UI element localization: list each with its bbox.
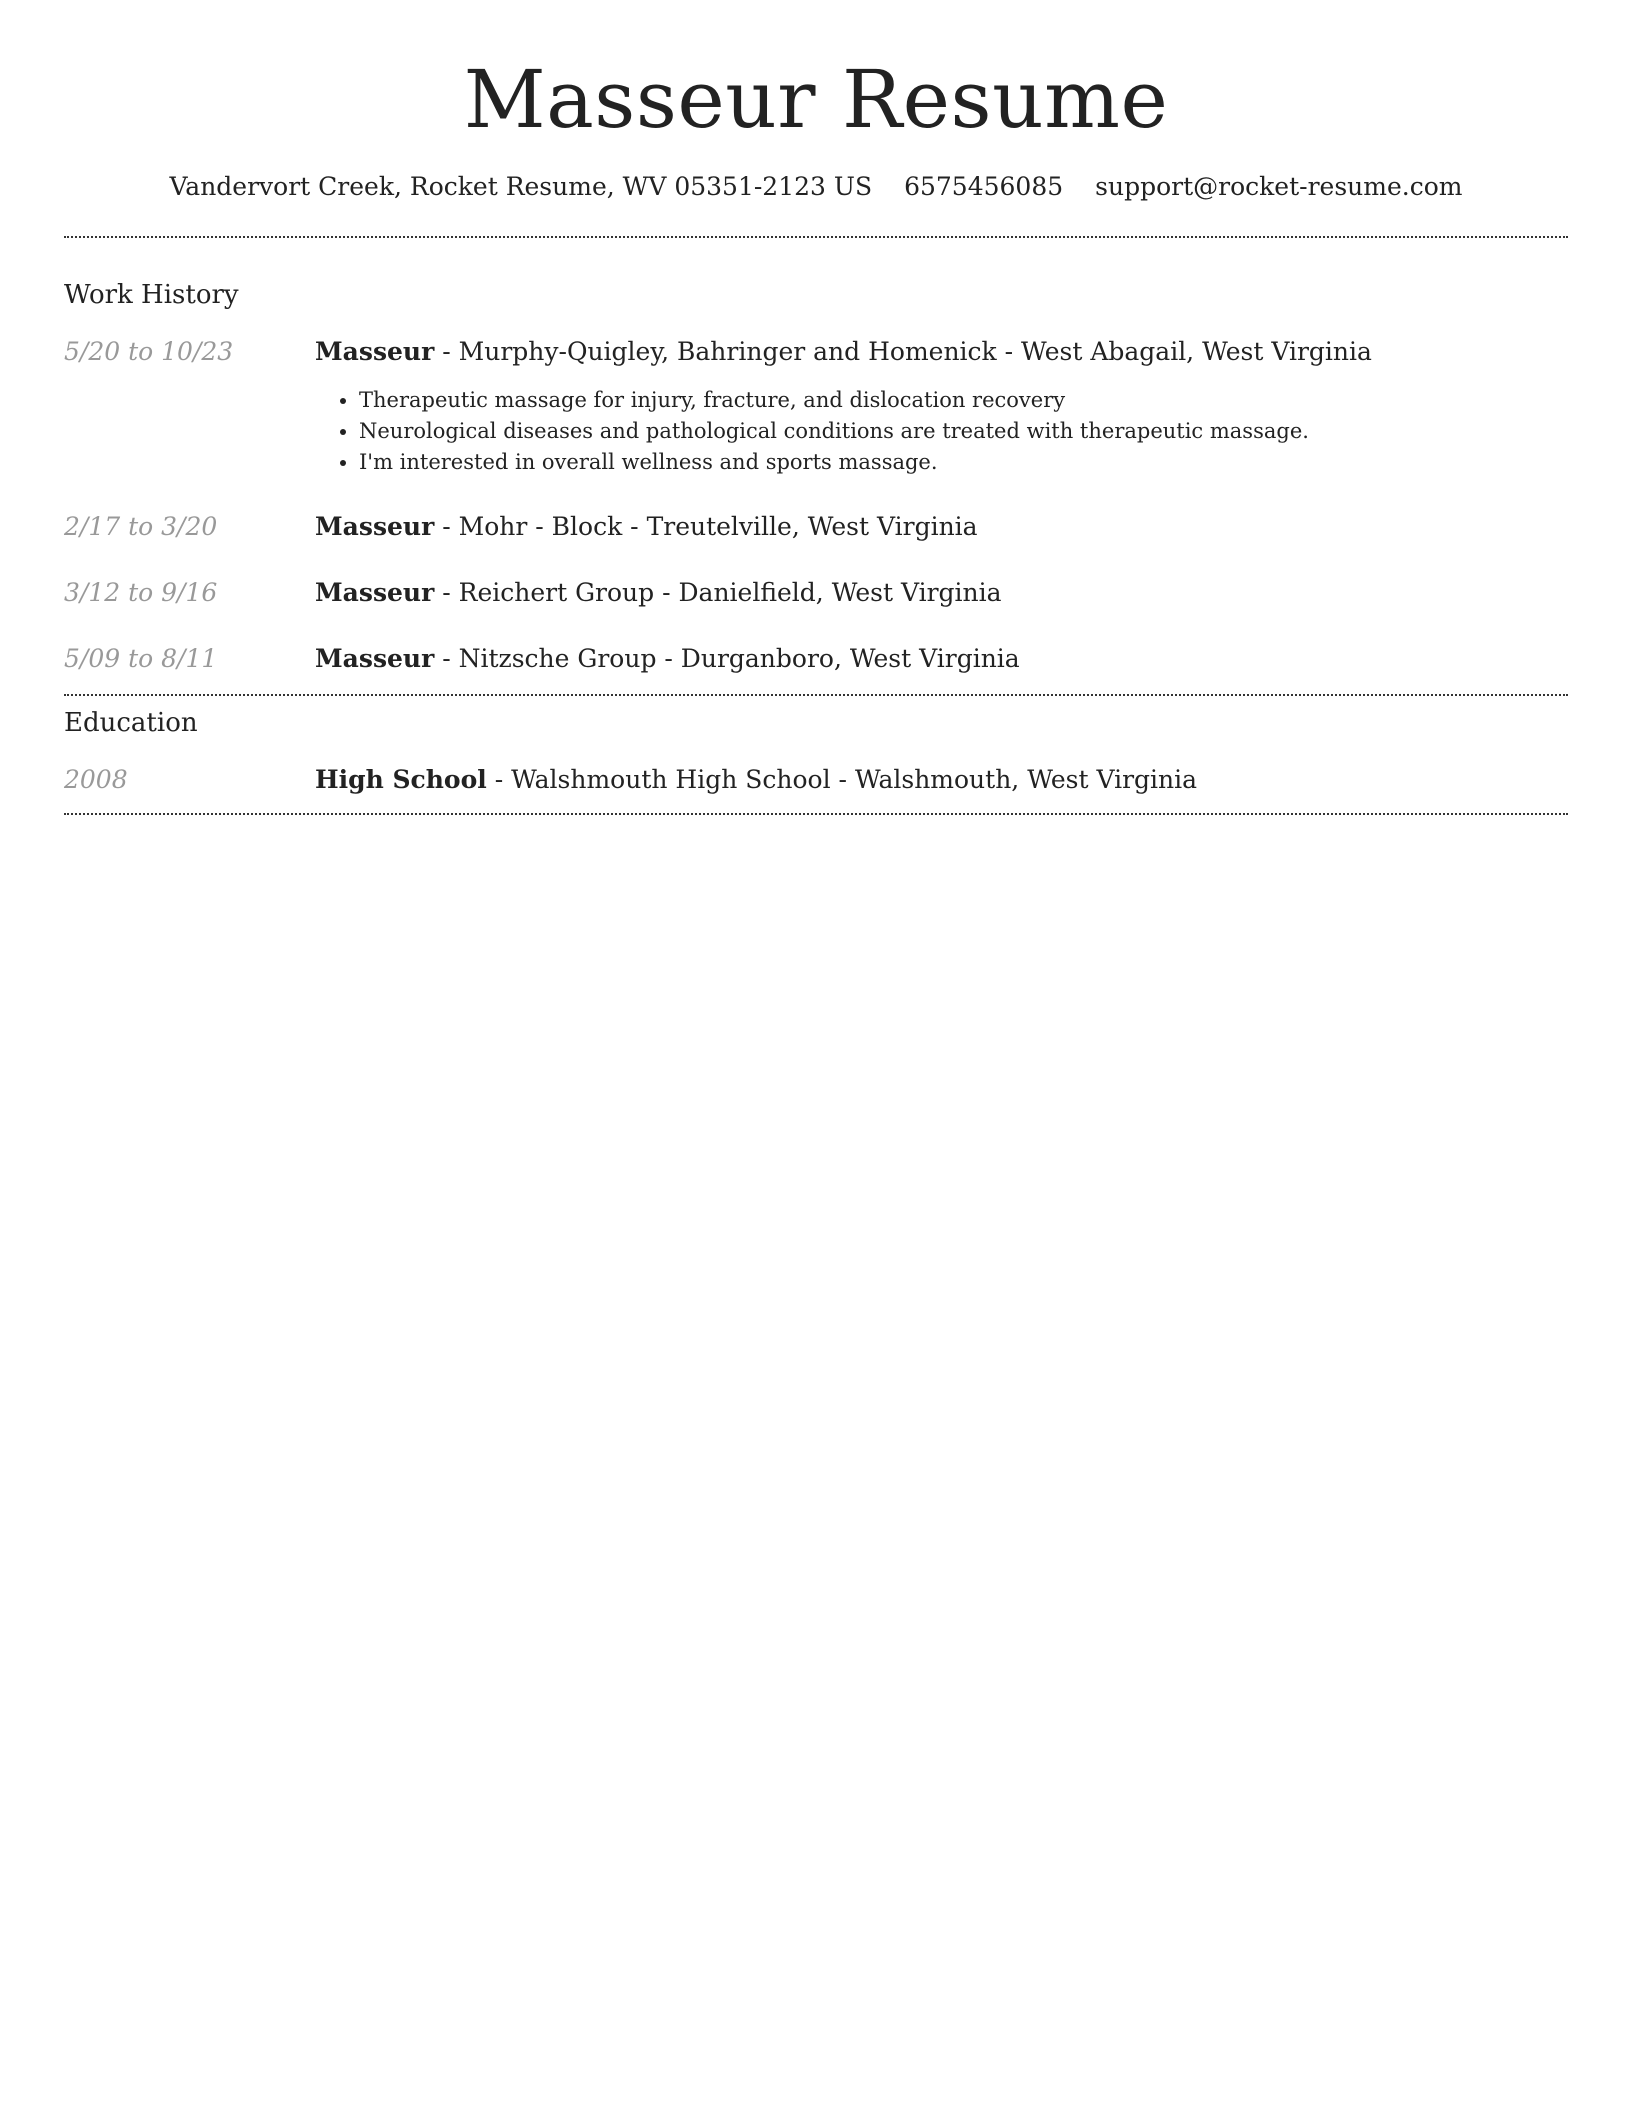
education-entry-details: - Walshmouth High School - Walshmouth, West Virginia [486, 765, 1198, 795]
work-history-heading: Work History [64, 280, 239, 310]
work-entry [64, 512, 1568, 542]
work-entry-details: - Nitzsche Group - Durganboro, West Virginia [434, 644, 1020, 674]
work-entry-dates: 2/17 to 3/20 [64, 512, 218, 542]
work-entry-dates: 5/09 to 8/11 [64, 644, 218, 674]
education-entry-content [315, 765, 1568, 795]
education-entry-degree: High School [315, 765, 487, 795]
bullet-item: • Therapeutic massage for injury, fracture, and dislocation recovery [359, 385, 1568, 416]
work-entry-details: - Murphy-Quigley, Bahringer and Homenick - West Abagail, West Virginia [434, 337, 1372, 367]
contact-line [64, 172, 1568, 202]
education-entry-dates: 2008 [64, 765, 128, 795]
work-entry-content [315, 337, 1568, 478]
work-entry [64, 337, 1568, 478]
education-section [64, 696, 1568, 795]
work-entry-dates: 5/20 to 10/23 [64, 337, 234, 367]
bullet-item: • Neurological diseases and pathological conditions are treated with therapeutic massage. [359, 416, 1568, 447]
work-entry-headline [315, 337, 1568, 367]
page-title: Masseur Resume [463, 53, 1169, 146]
work-entry [64, 578, 1568, 608]
work-entry [64, 644, 1568, 674]
work-entry-content [315, 644, 1568, 674]
work-entry-headline [315, 578, 1568, 608]
contact-phone: 6575456085 [904, 172, 1064, 201]
work-entry-headline [315, 644, 1568, 674]
bullet-item: • I'm interested in overall wellness and sports massage. [359, 447, 1568, 478]
work-entry-role: Masseur [315, 578, 435, 608]
contact-email: support@rocket-resume.com [1095, 172, 1463, 201]
work-entry-dates: 3/12 to 9/16 [64, 578, 218, 608]
work-entry-details: - Reichert Group - Danielfield, West Virginia [434, 578, 1002, 608]
work-entry-role: Masseur [315, 337, 435, 367]
work-entry-content [315, 512, 1568, 542]
education-entry [64, 765, 1568, 795]
work-entry-bullets [315, 385, 1568, 478]
work-history-section [64, 238, 1568, 674]
education-entry-headline [315, 765, 1568, 795]
work-entry-role: Masseur [315, 644, 435, 674]
work-entry-role: Masseur [315, 512, 435, 542]
education-divider [64, 813, 1568, 815]
education-heading: Education [64, 708, 198, 739]
work-entry-content [315, 578, 1568, 608]
work-entry-headline [315, 512, 1568, 542]
work-entry-details: - Mohr - Block - Treutelville, West Virginia [434, 512, 978, 542]
contact-address: Vandervort Creek, Rocket Resume, WV 05351-2123 US [169, 172, 873, 201]
